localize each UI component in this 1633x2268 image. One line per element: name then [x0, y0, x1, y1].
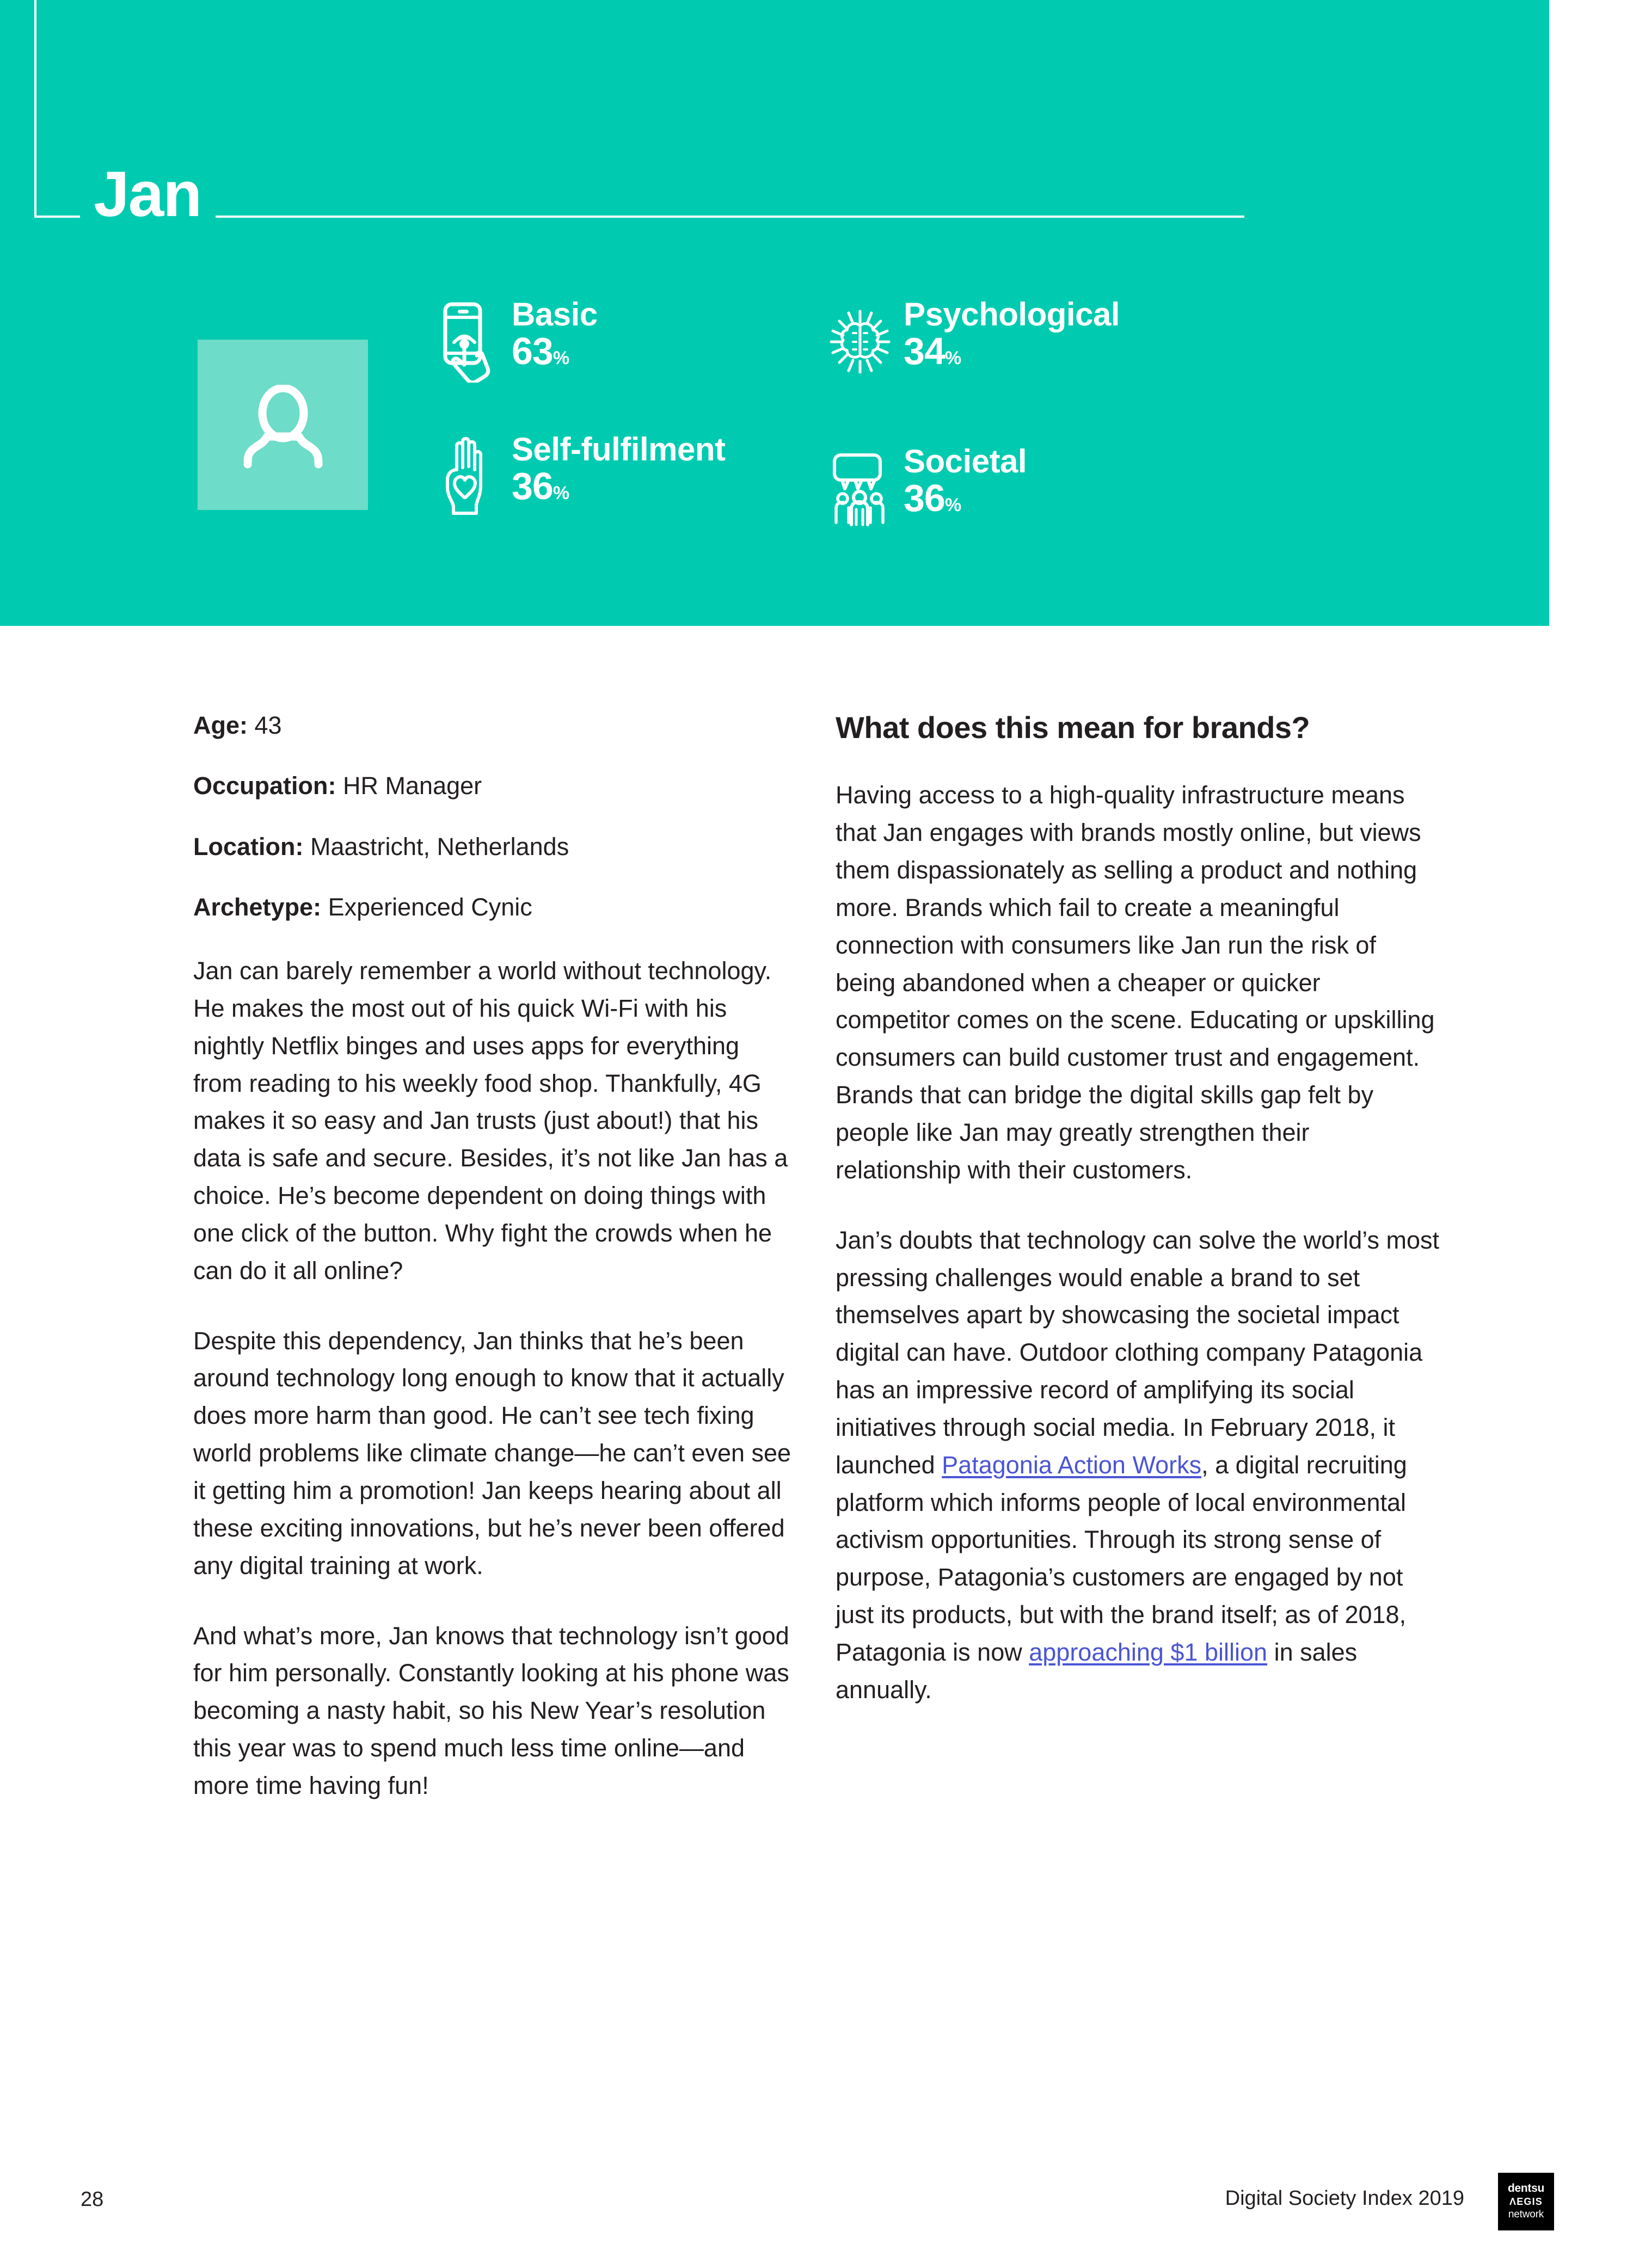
- approaching-1-billion-link[interactable]: approaching $1 billion: [1029, 1638, 1268, 1666]
- logo-line-aegis: ΛEGIS: [1509, 2196, 1543, 2208]
- stat-self-fulfilment-text: [501, 429, 726, 506]
- hand-holding-heart-icon: [435, 429, 501, 524]
- avatar: [198, 340, 368, 510]
- brands-paragraph-1: Having access to a high-quality infrastructure means that Jan engages with brands mostly online, but views them dispassionately as selling a product and nothing more. Brands which fail to create a meaningful connection with consumers like Jan run the risk of being abandoned when a cheaper or quicker competitor comes on the scene. Educating or upskilling consumers can build customer trust and engagement. Brands that can bridge the digital skills gap felt by people like Jan may greatly strengthen their relationship with their customers.: [836, 781, 1435, 1184]
- brands-paragraph-2-part-2: , a digital recruiting platform which informs people of local environmental activism opportunities. Through its strong sense of purpose, Patagonia’s customers are engaged by not just its products, but with the brand itself; as of 2018, Patagonia is now: [836, 1450, 1407, 1666]
- frame-line-vertical: [34, 0, 36, 218]
- brands-paragraph-2-part-1: Jan’s doubts that technology can solve the world’s most pressing challenges would enable a brand to set themselves apart by showcasing the societal impact digital can have. Outdoor clothing company Patagonia has an impressive record of amplifying its social initiatives through social media. In February 2018, it launched: [836, 1226, 1439, 1479]
- stat-societal-value: 36%: [904, 476, 961, 519]
- stat-psychological-unit: %: [944, 347, 961, 368]
- logo-line-network: network: [1508, 2209, 1544, 2221]
- brands-paragraph-2: [836, 1222, 1440, 1709]
- stat-psychological-value: 34%: [904, 329, 961, 372]
- profile-archetype: [193, 892, 792, 923]
- brands-heading: What does this mean for brands?: [836, 710, 1310, 745]
- profile-occupation: [193, 771, 792, 801]
- footer-title: Digital Society Index 2019: [1225, 2187, 1464, 2210]
- frame-line-right: [216, 216, 1244, 218]
- brands-paragraph-2-part-3: in sales annually.: [836, 1638, 1358, 1704]
- stat-psychological-label: Psychological: [904, 296, 1120, 333]
- stat-basic-label: Basic: [512, 296, 598, 333]
- profile-column: [193, 710, 792, 1805]
- page-title: Jan: [94, 158, 201, 230]
- profile-paragraph-1: Jan can barely remember a world without technology. He makes the most out of his quick Wi-Fi with his nightly Netflix binges and uses apps for everything from reading to his weekly food shop. Thankfully, 4G makes it so easy and Jan trusts (just about!) that his data is safe and secure. Besides, it’s not like Jan has a choice. He’s become dependent on doing things with one click of the button. Why fight the crowds when he can do it all online?: [193, 957, 788, 1284]
- stat-self-fulfilment-unit: %: [552, 482, 569, 503]
- patagonia-action-works-link[interactable]: Patagonia Action Works: [942, 1450, 1202, 1479]
- brands-column: [836, 710, 1440, 1709]
- profile-archetype-label: Archetype:: [193, 893, 322, 921]
- stats-row-bottom: [435, 429, 1470, 536]
- profile-age-label: Age:: [193, 711, 248, 739]
- stats-row-top: [435, 294, 1470, 389]
- stats-grid: [435, 294, 1470, 536]
- page-number: 28: [81, 2188, 104, 2211]
- stat-societal-text: [893, 441, 1027, 518]
- stat-self-fulfilment-value: 36%: [512, 464, 569, 507]
- page-footer: [0, 2172, 1633, 2248]
- profile-location-value: Maastricht, Netherlands: [310, 832, 569, 861]
- stat-self-fulfilment-label: Self-fulfilment: [512, 431, 726, 468]
- radiating-brain-icon: [827, 294, 893, 389]
- dentsu-aegis-network-logo: [1498, 2173, 1554, 2230]
- hand-tapping-smartphone-icon: [435, 294, 501, 389]
- stat-self-fulfilment: [435, 429, 827, 536]
- stat-basic-unit: %: [552, 347, 569, 368]
- stat-basic: [435, 294, 827, 389]
- speech-bubble-group-of-people-icon: [827, 441, 893, 536]
- stat-basic-text: [501, 294, 598, 371]
- profile-location-label: Location:: [193, 832, 304, 861]
- stat-basic-value: 63%: [512, 329, 569, 372]
- logo-line-dentsu: dentsu: [1507, 2181, 1545, 2195]
- frame-line-left-stub: [34, 216, 80, 218]
- profile-occupation-label: Occupation:: [193, 772, 336, 800]
- profile-age-value: 43: [254, 711, 282, 739]
- stat-societal-label: Societal: [904, 443, 1027, 480]
- stat-psychological: [827, 294, 1120, 389]
- stat-societal-unit: %: [944, 494, 961, 515]
- profile-occupation-value: HR Manager: [343, 772, 482, 800]
- profile-paragraph-3: And what’s more, Jan knows that technology isn’t good for him personally. Constantly looking at his phone was becoming a nasty habit, so his New Year’s resolution this year was to spend much less time online—and more time having fun!: [193, 1621, 789, 1799]
- profile-location: [193, 832, 792, 862]
- profile-age: [193, 710, 792, 741]
- header-banner: [0, 0, 1549, 626]
- profile-paragraph-2: Despite this dependency, Jan thinks that he’s been around technology long enough to know that it actually does more harm than good. He can’t see tech fixing world problems like climate change—he can’t even see it getting him a promotion! Jan keeps hearing about all these exciting innovations, but he’s never been offered any digital training at work.: [193, 1326, 791, 1579]
- stat-psychological-text: [893, 294, 1120, 371]
- stat-societal: [827, 441, 1027, 536]
- profile-archetype-value: Experienced Cynic: [328, 893, 532, 921]
